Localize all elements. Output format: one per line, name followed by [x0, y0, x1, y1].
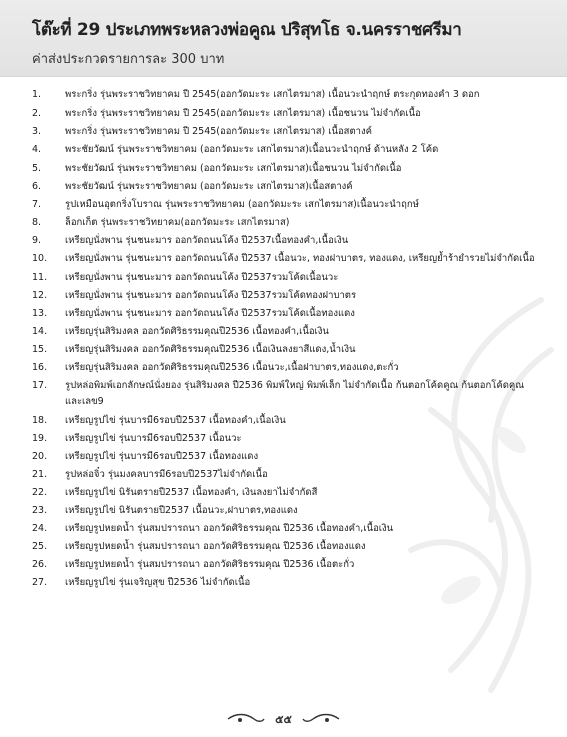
list-item	[0, 574, 567, 592]
item-description: พระชัยวัฒน์ รุ่นพระราชวิทยาคม (ออกวัดมะระ เสกไตรมาส)เนื้อนวะนำฤกษ์ ด้านหลัง 2 โค้ด	[65, 144, 439, 155]
item-description: เหรียญนั่งพาน รุ่นชนะมาร ออกวัดถนนโค้ง ปี2537รวมโค้ดเนื้อทองแดง	[65, 308, 355, 319]
item-number: 25.	[32, 541, 48, 552]
item-description: รูปเหมือนอุตกริ่งโบราณ รุ่นพระราชวิทยาคม (ออกวัดมะระ เสกไตรมาส)เนื้อนวะนำฤกษ์	[65, 199, 419, 210]
list-item	[0, 269, 567, 287]
item-description: รูปหล่อพิมพ์เอกลักษณ์นั่งยอง รุ่นสิริมงคล ปี2536 พิมพ์ใหญ่ พิมพ์เล็ก ไม่จำกัดเนื้อ ก้นตอกโค้ดคูณ ก้นตอกโค้ดคูณ และเลข9	[65, 380, 525, 407]
list-item	[0, 377, 567, 412]
list-item	[0, 141, 567, 160]
list-item	[0, 196, 567, 214]
item-number: 24.	[32, 523, 48, 534]
list-item	[0, 359, 567, 377]
item-description: เหรียญรุ่นสิริมงคล ออกวัดศิริธรรมคุณปี2536 เนื้อทองคำ,เนื้อเงิน	[65, 326, 329, 337]
list-item	[0, 178, 567, 196]
entry-list	[0, 86, 567, 592]
list-item	[0, 160, 567, 178]
item-number: 21.	[32, 469, 48, 480]
item-description: พระกริ่ง รุ่นพระราชวิทยาคม ปี 2545(ออกวัดมะระ เสกไตรมาส) เนื้อสตางค์	[65, 126, 372, 137]
item-description: เหรียญรูปไข่ นิรันตรายปี2537 เนื้อนวะ,ฝาบาตร,ทองแดง	[65, 505, 298, 516]
item-number: 19.	[32, 433, 48, 444]
item-description: พระกริ่ง รุ่นพระราชวิทยาคม ปี 2545(ออกวัดมะระ เสกไตรมาส) เนื้อชนวน ไม่จำกัดเนื้อ	[65, 108, 421, 119]
item-number: 20.	[32, 451, 48, 462]
item-number: 17.	[32, 380, 48, 391]
item-number: 3.	[32, 126, 42, 137]
list-item	[0, 287, 567, 305]
list-item	[0, 123, 567, 141]
item-number: 2.	[32, 108, 42, 119]
list-item	[0, 538, 567, 556]
list-item	[0, 341, 567, 359]
page-number: ๕๕	[275, 712, 292, 726]
list-item	[0, 86, 567, 105]
item-number: 14.	[32, 326, 48, 337]
item-description: เหรียญรูปไข่ รุ่นบารมี6รอบปี2537 เนื้อทองแดง	[65, 451, 259, 462]
page-header	[0, 0, 567, 77]
list-item	[0, 214, 567, 232]
item-number: 23.	[32, 505, 48, 516]
item-description: เหรียญรุ่นสิริมงคล ออกวัดศิริธรรมคุณปี2536 เนื้อนวะ,เนื้อฝาบาตร,ทองแดง,ตะกั่ว	[65, 362, 399, 373]
item-description: พระชัยวัฒน์ รุ่นพระราชวิทยาคม (ออกวัดมะระ เสกไตรมาส)เนื้อชนวน ไม่จำกัดเนื้อ	[65, 163, 402, 174]
item-description: เหรียญรูปไข่ นิรันตรายปี2537 เนื้อทองคำ, เงินลงยาไม่จำกัดสี	[65, 487, 318, 498]
table-title: โต๊ะที่ 29 ประเภทพระหลวงพ่อคูณ ปริสุทโธ จ.นครราชศรีมา	[32, 20, 462, 40]
item-description: พระชัยวัฒน์ รุ่นพระราชวิทยาคม (ออกวัดมะระ เสกไตรมาส)เนื้อสตางค์	[65, 181, 353, 192]
item-number: 9.	[32, 235, 42, 246]
item-description: พระกริ่ง รุ่นพระราชวิทยาคม ปี 2545(ออกวัดมะระ เสกไตรมาส) เนื้อนวะนำฤกษ์ ตระกุดทองคำ 3 ดอก	[65, 89, 480, 100]
list-item	[0, 484, 567, 502]
item-description: เหรียญรูปไข่ รุ่นบารมี6รอบปี2537 เนื้อทองคำ,เนื้อเงิน	[65, 415, 286, 426]
list-item	[0, 448, 567, 466]
list-item	[0, 105, 567, 123]
item-number: 1.	[32, 89, 42, 100]
item-number: 12.	[32, 290, 48, 301]
list-item	[0, 250, 567, 269]
item-number: 13.	[32, 308, 48, 319]
item-number: 27.	[32, 577, 48, 588]
item-description: เหรียญรูปหยดน้ำ รุ่นสมปรารถนา ออกวัดศิริธรรมคุณ ปี2536 เนื้อตะกั่ว	[65, 559, 355, 570]
right-ornament-icon	[301, 712, 341, 726]
item-number: 26.	[32, 559, 48, 570]
item-description: ล็อกเก็ต รุ่นพระราชวิทยาคม(ออกวัดมะระ เสกไตรมาส)	[65, 217, 290, 228]
page-footer	[0, 708, 567, 728]
list-item	[0, 412, 567, 430]
item-description: รูปหล่อจิ๋ว รุ่นมงคลบารมี6รอบปี2537ไม่จำกัดเนื้อ	[65, 469, 268, 480]
list-item	[0, 305, 567, 323]
list-item	[0, 556, 567, 574]
item-number: 4.	[32, 144, 42, 155]
item-number: 18.	[32, 415, 48, 426]
list-item	[0, 232, 567, 250]
item-number: 7.	[32, 199, 42, 210]
item-description: เหรียญนั่งพาน รุ่นชนะมาร ออกวัดถนนโค้ง ปี2537รวมโค้ดเนื้อนวะ	[65, 272, 339, 283]
item-number: 8.	[32, 217, 42, 228]
item-number: 10.	[32, 253, 48, 264]
item-description: เหรียญนั่งพาน รุ่นชนะมาร ออกวัดถนนโค้ง ปี2537รวมโค้ดทองฝาบาตร	[65, 290, 357, 301]
list-item	[0, 323, 567, 341]
list-item	[0, 502, 567, 520]
item-number: 22.	[32, 487, 48, 498]
item-description: เหรียญรูปหยดน้ำ รุ่นสมปรารถนา ออกวัดศิริธรรมคุณ ปี2536 เนื้อทองแดง	[65, 541, 366, 552]
entry-fee-subtitle: ค่าส่งประกวดรายการละ 300 บาท	[32, 52, 225, 67]
item-number: 15.	[32, 344, 48, 355]
item-description: เหรียญนั่งพาน รุ่นชนะมาร ออกวัดถนนโค้ง ปี2537 เนื้อนวะ, ทองฝาบาตร, ทองแดง, เหรียญย้ำร้ายำรวยไม่จำกัดเนื้อ	[65, 253, 535, 264]
item-description: เหรียญรูปไข่ รุ่นบารมี6รอบปี2537 เนื้อนวะ	[65, 433, 242, 444]
item-number: 11.	[32, 272, 48, 283]
item-number: 16.	[32, 362, 48, 373]
list-item	[0, 430, 567, 448]
item-description: เหรียญรูปไข่ รุ่นเจริญสุข ปี2536 ไม่จำกัดเนื้อ	[65, 577, 251, 588]
item-description: เหรียญนั่งพาน รุ่นชนะมาร ออกวัดถนนโค้ง ปี2537เนื้อทองคำ,เนื้อเงิน	[65, 235, 349, 246]
item-description: เหรียญรุ่นสิริมงคล ออกวัดศิริธรรมคุณปี2536 เนื้อเงินลงยาสีแดง,น้ำเงิน	[65, 344, 356, 355]
left-ornament-icon	[226, 712, 266, 726]
item-number: 5.	[32, 163, 42, 174]
item-number: 6.	[32, 181, 42, 192]
list-item	[0, 520, 567, 538]
item-description: เหรียญรูปหยดน้ำ รุ่นสมปรารถนา ออกวัดศิริธรรมคุณ ปี2536 เนื้อทองคำ,เนื้อเงิน	[65, 523, 394, 534]
list-item	[0, 466, 567, 484]
